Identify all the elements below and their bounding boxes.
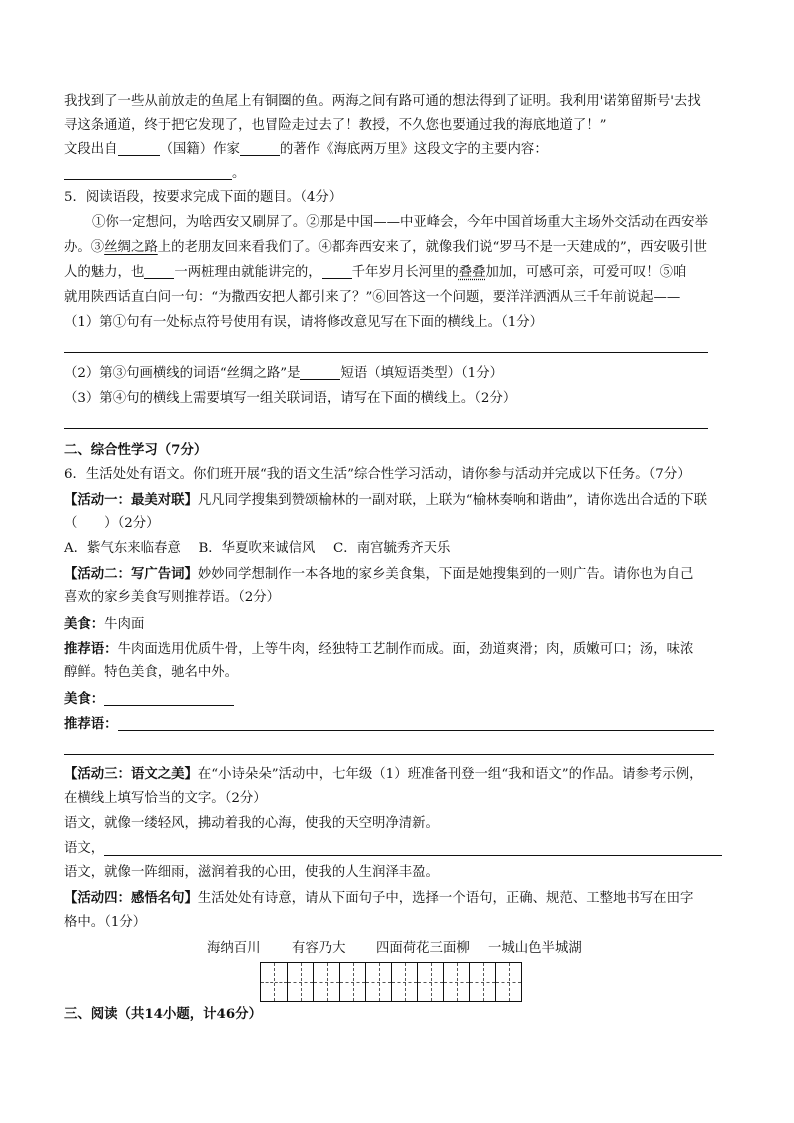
conjunction-blank-1[interactable] — [144, 264, 174, 279]
section-3-title: 三、阅读（共14小题，计46分） — [64, 1006, 262, 1022]
grid-cell[interactable] — [365, 963, 391, 1001]
food-answer-line: 美食： — [64, 689, 234, 710]
grid-cell[interactable] — [469, 963, 495, 1001]
poem-option-2: 有容乃大 — [292, 941, 346, 956]
example-sentence-2: 语文，就像一阵细雨，滋润着我的心田，使我的人生润泽丰盈。 — [64, 865, 439, 880]
poem-option-3: 四面荷花三面柳 — [376, 941, 470, 956]
q5-sub-3: （3）第④句的横线上需要填写一组关联词语，请写在下面的横线上。（2分） — [64, 391, 517, 406]
recommend-answer-line-2[interactable] — [64, 754, 714, 755]
grid-cell[interactable] — [495, 963, 521, 1001]
activity-4-line-2: 格中。（1分） — [64, 915, 147, 930]
passage-line-2: 寻这条通道，终于把它发现了，也冒险走过去了！教授，不久您也要通过我的海底地道了！” — [64, 118, 607, 133]
grid-cell[interactable] — [313, 963, 339, 1001]
q5-sub-1-answer-line[interactable] — [64, 352, 708, 353]
grid-cell[interactable] — [339, 963, 365, 1001]
recommend-example: 推荐语：牛肉面选用优质牛骨，上等牛肉，经独特工艺制作而成。面，劲道爽滑；肉，质嫩可口；汤，味浓 — [64, 641, 694, 657]
activity-2-line: 【活动二：写广告词】妙妙同学想制作一本各地的家乡美食集，下面是她搜集到的一则广告。请你也为自己 — [64, 566, 694, 582]
q5-title: 5．阅读语段，按要求完成下面的题目。（4分） — [64, 190, 343, 205]
food-example: 美食：牛肉面 — [64, 616, 145, 632]
grid-cell[interactable] — [261, 963, 287, 1001]
activity-1-line: 【活动一：最美对联】凡凡同学搜集到赞颂榆林的一副对联，上联为“榆林奏响和谐曲”，请你选出合适的下联 — [64, 492, 708, 508]
q5-para-3: 人的魅力，也 一两桩理由就能讲完的， 千年岁月长河里的叠叠加加，可感可亲，可爱可叹！⑤咱 — [64, 265, 687, 280]
activity-2-line-2: 喜欢的家乡美食写则推荐语。（2分） — [64, 590, 281, 605]
q5-sub-3-answer-line[interactable] — [64, 428, 708, 429]
poem-option-1: 海纳百川 — [207, 941, 261, 956]
q5-para-4: 就用陕西话直白问一句：“为撒西安把人都引来了？”⑥回答这一个问题，要洋洋洒洒从三千年前说起—— — [64, 290, 681, 305]
phrase-type-blank[interactable] — [300, 365, 340, 380]
tianzi-grid[interactable] — [260, 962, 522, 1002]
example-sentence-1: 语文，就像一缕轻风，拂动着我的心海，使我的天空明净清新。 — [64, 816, 439, 831]
q5-para-1: ①你一定想问，为啥西安又刷屏了。②那是中国——中亚峰会，今年中国首场重大主场外交活动在西安举 — [92, 215, 708, 230]
underlined-term: 丝绸之路 — [104, 240, 158, 255]
grid-cell[interactable] — [391, 963, 417, 1001]
content-blank[interactable] — [64, 165, 232, 180]
activity-1-paren[interactable]: （ ）（2分） — [64, 516, 160, 531]
author-blank[interactable] — [240, 141, 280, 156]
nationality-blank[interactable] — [118, 141, 160, 156]
q5-sub-1: （1）第①句有一处标点符号使用有误，请将修改意见写在下面的横线上。（1分） — [64, 315, 544, 330]
grid-cell[interactable] — [417, 963, 443, 1001]
content-answer-line: 。 — [64, 164, 245, 184]
food-answer-blank[interactable] — [104, 691, 234, 706]
activity-3-line-2: 在横线上填写恰当的文字。（2分） — [64, 791, 267, 806]
q6-intro: 6．生活处处有语文。你们班开展“我的语文生活”综合性学习活动，请你参与活动并完成以下任务。（7分） — [64, 467, 691, 482]
activity-3-line: 【活动三：语文之美】在“小诗朵朵”活动中，七年级（1）班准备刊登一组“我和语文”的作品。请参考示例， — [64, 766, 703, 782]
recommend-answer-line-1[interactable] — [118, 730, 714, 731]
fill-sentence-line[interactable] — [104, 855, 722, 856]
dotted-term: 叠叠 — [458, 265, 486, 280]
q5-sub-2: （2）第③句画横线的词语“丝绸之路”是 短语（填短语类型）（1分） — [64, 366, 503, 381]
source-question: 文段出自 （国籍）作家 的著作《海底两万里》这段文字的主要内容： — [64, 142, 548, 157]
section-2-title: 二、综合性学习（7分） — [64, 442, 208, 458]
recommend-answer-label: 推荐语： — [64, 716, 118, 732]
activity-4-line: 【活动四：感悟名句】生活处处有诗意，请从下面句子中，选择一个语句，正确、规范、工整地书写在田字 — [64, 890, 694, 906]
grid-cell[interactable] — [443, 963, 469, 1001]
poem-option-4: 一城山色半城湖 — [488, 941, 582, 956]
grid-cell[interactable] — [287, 963, 313, 1001]
q5-para-2: 办。③丝绸之路上的老朋友回来看我们了。④都奔西安来了，就像我们说“罗马不是一天建成的”，西安吸引世 — [64, 240, 708, 255]
recommend-example-2: 醇鲜。特色美食，驰名中外。 — [64, 665, 239, 680]
fill-sentence-label: 语文， — [64, 841, 105, 856]
activity-1-options: A．紫气东来临春意 B．华夏吹来诚信风 C．南宫毓秀齐天乐 — [64, 541, 451, 556]
conjunction-blank-2[interactable] — [322, 264, 352, 279]
passage-line-1: 我找到了一些从前放走的鱼尾上有铜圈的鱼。两海之间有路可通的想法得到了证明。我利用'诺第留斯号'去找 — [64, 94, 701, 109]
